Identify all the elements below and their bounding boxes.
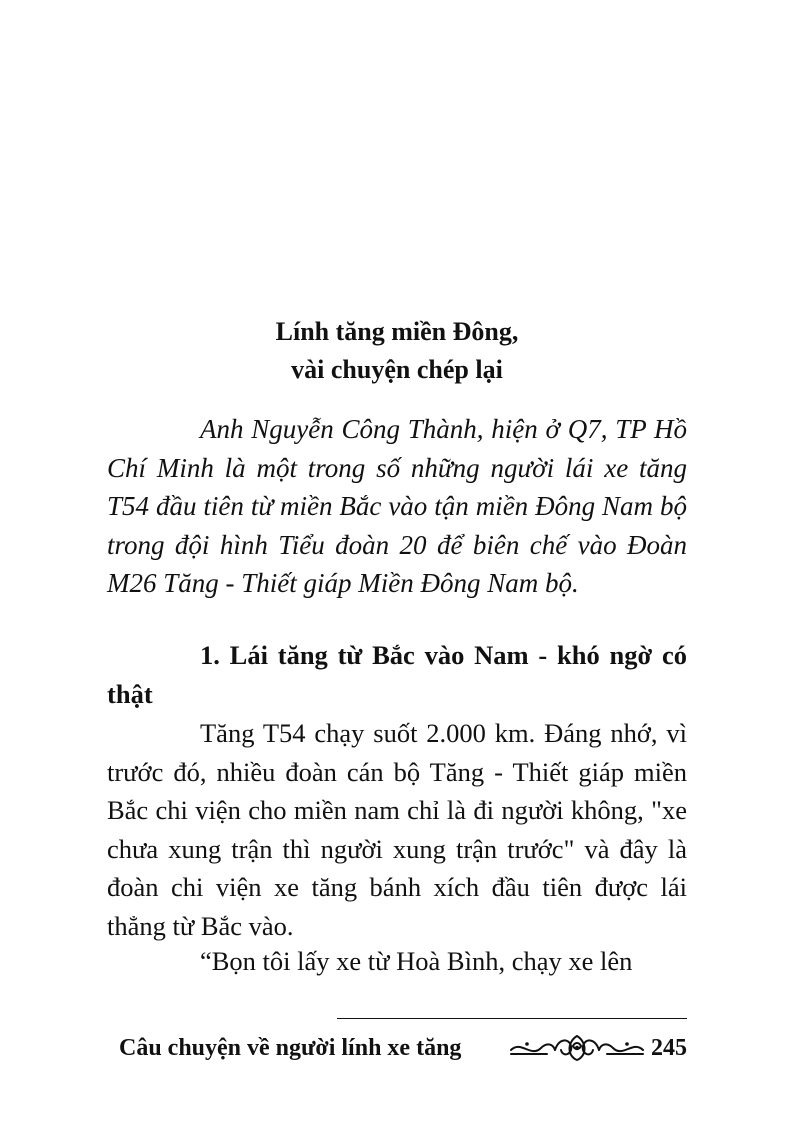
decorative-flourish-icon: [507, 1030, 647, 1064]
intro-paragraph: Anh Nguyễn Công Thành, hiện ở Q7, TP Hồ Chí Minh là một trong số những người lái xe tăng T54 đầu tiên từ miền Bắc vào tận miền Đông Nam bộ trong đội hình Tiểu đoàn 20 để biên chế vào Đoàn M26 Tăng - Thiết giáp Miền Đông Nam bộ.: [107, 414, 687, 598]
chapter-title-line1: Lính tăng miền Đông,: [275, 317, 519, 346]
body-paragraph-1: Tăng T54 chạy suốt 2.000 km. Đáng nhớ, vì trước đó, nhiều đoàn cán bộ Tăng - Thiết giáp miền Bắc chi viện cho miền nam chỉ là đi người không, "xe chưa xung trận thì người xung trận trước" và đây là đoàn chi viện xe tăng bánh xích đầu tiên được lái thẳng từ Bắc vào.: [107, 718, 687, 941]
body-paragraph-2: “Bọn tôi lấy xe từ Hoà Bình, chạy xe lên: [200, 946, 633, 976]
book-title: Câu chuyện về người lính xe tăng: [119, 1035, 462, 1061]
section-heading: 1. Lái tăng từ Bắc vào Nam - khó ngờ có thật: [107, 640, 687, 709]
footer-rule: [337, 1018, 687, 1019]
chapter-title-line2: vài chuyện chép lại: [291, 355, 503, 384]
page-number: 245: [651, 1035, 687, 1061]
running-footer: [107, 1028, 687, 1068]
